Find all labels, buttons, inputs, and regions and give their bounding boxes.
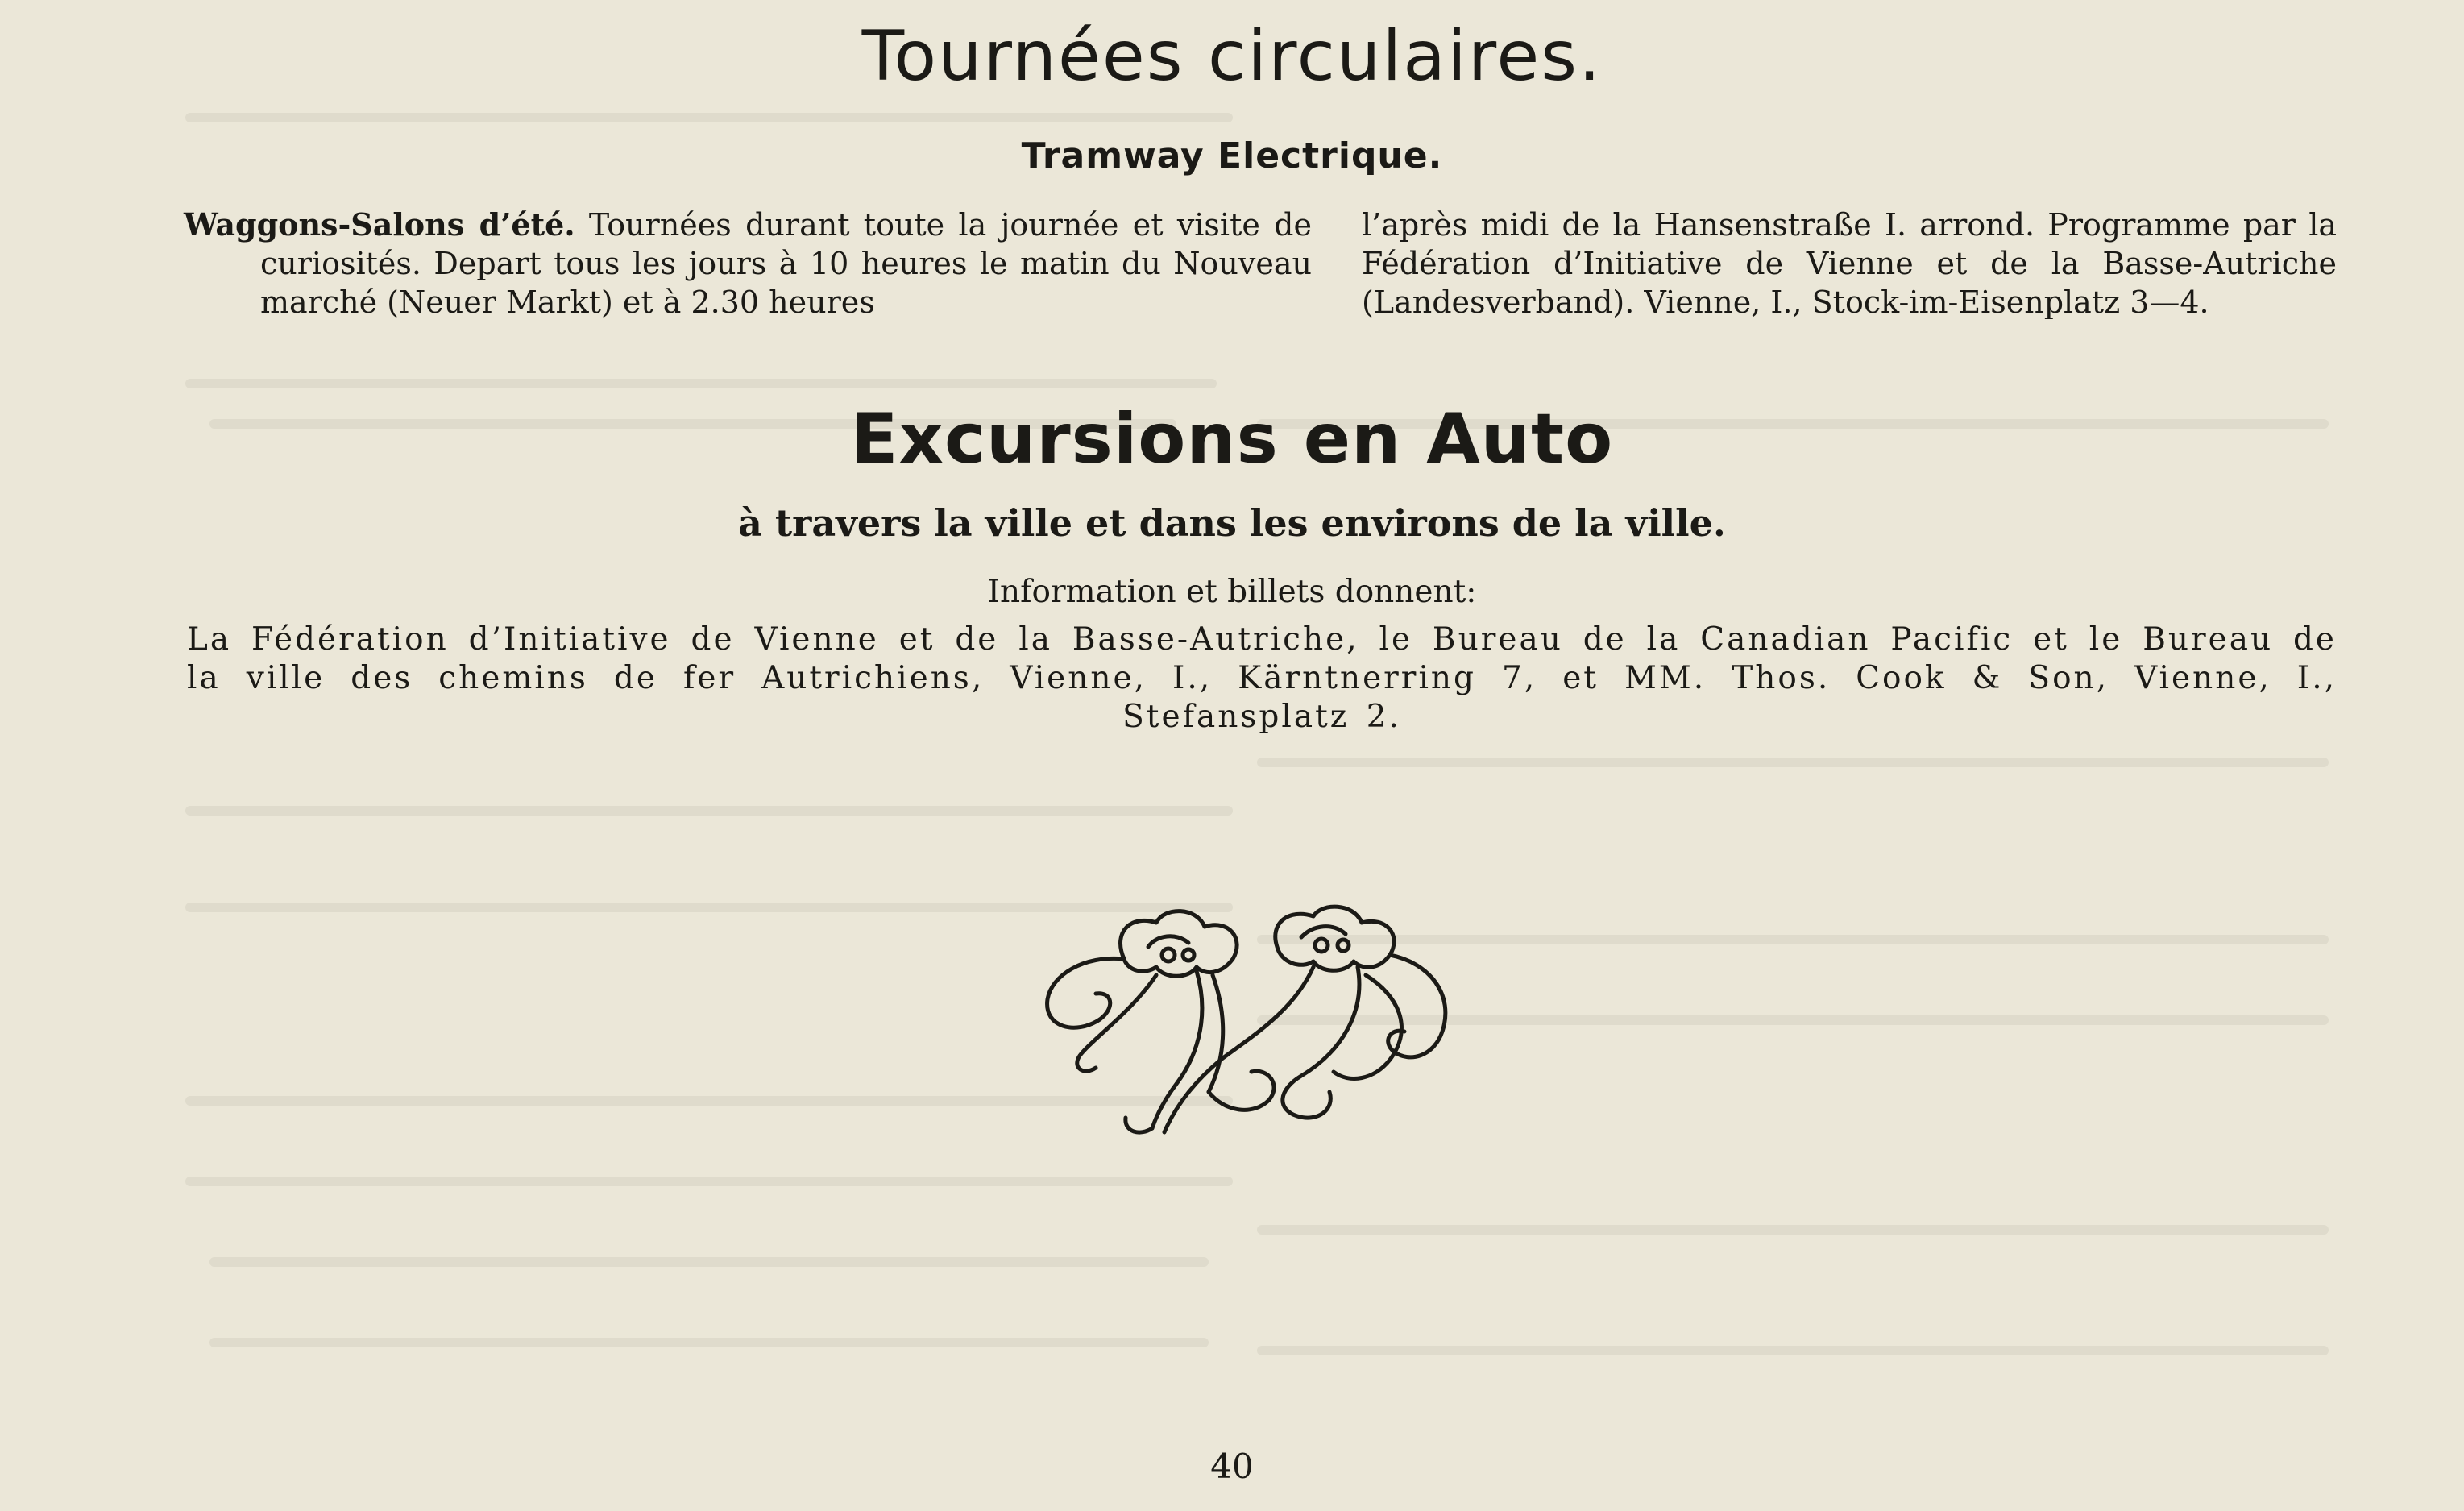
tramway-left-body: Tournées durant toute la journée et visite de curiosités. Depart tous les jours à 10 heures le matin du Nouveau marché (Neuer Markt) et à 2.30 heures xyxy=(260,207,1312,320)
tramway-text-left xyxy=(184,205,1312,322)
tramway-subtitle: Tramway Electrique. xyxy=(1021,135,1443,176)
page-number: 40 xyxy=(1210,1447,1254,1486)
info-body: La Fédération d’Initiative de Vienne et de la Basse-Autriche, le Bureau de la Canadian Pacific et le Bureau de la ville des chemins de fer Autrichiens, Vienne, I., Kärntnerring 7, et MM. Thos. Cook & Son, Vienne, I., Stefansplatz 2. xyxy=(187,621,2337,735)
floral-ornament-icon xyxy=(1035,899,1487,1140)
excursions-subtitle: à travers la ville et dans les environs de la ville. xyxy=(738,501,1726,545)
tramway-text-right: l’après midi de la Hansenstraße I. arrond. Programme par la Fédération d’Initiative de Vienne et de la Basse-Autriche (Landesverband). Vienne, I., Stock-im-Eisenplatz 3—4. xyxy=(1362,207,2337,320)
excursions-title: Excursions en Auto xyxy=(850,399,1614,479)
tournees-title: Tournées circulaires. xyxy=(861,16,1603,97)
tramway-lead: Waggons-Salons d’été. xyxy=(184,206,575,243)
info-heading: Information et billets donnent: xyxy=(987,574,1477,610)
